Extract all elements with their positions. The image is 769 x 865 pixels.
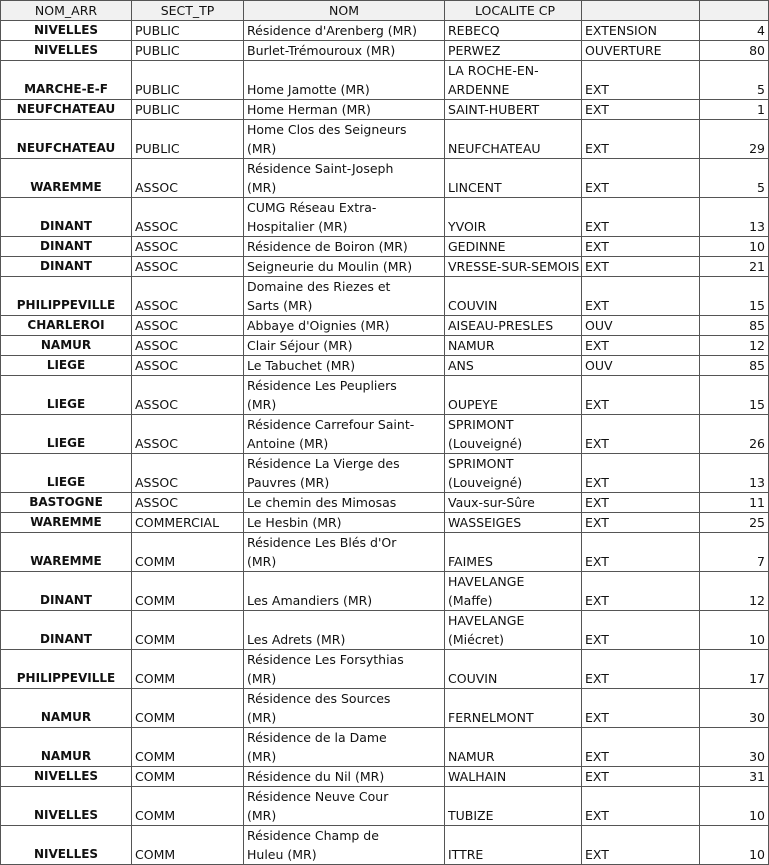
cell-nom-arr[interactable]: PHILIPPEVILLE (1, 650, 132, 689)
cell-localite-line: FERNELMONT (448, 710, 534, 725)
cell-count[interactable]: 29 (700, 120, 769, 159)
table-row (1, 415, 769, 454)
cell-nom-line: Antoine (MR) (247, 436, 329, 451)
cell-sect-tp[interactable]: ASSOC (132, 356, 244, 376)
cell-type[interactable]: EXT (582, 277, 700, 316)
cell-localite[interactable] (445, 493, 582, 513)
table-row (1, 237, 769, 257)
cell-localite-line: SAINT-HUBERT (448, 102, 540, 117)
cell-type[interactable]: EXT (582, 198, 700, 237)
cell-nom-line: (MR) (247, 710, 277, 725)
cell-nom[interactable] (244, 237, 445, 257)
cell-nom[interactable] (244, 316, 445, 336)
cell-localite[interactable] (445, 316, 582, 336)
cell-type[interactable]: EXT (582, 120, 700, 159)
cell-localite[interactable] (445, 787, 582, 826)
cell-sect-tp[interactable]: PUBLIC (132, 61, 244, 100)
cell-nom-arr[interactable]: NIVELLES (1, 826, 132, 865)
cell-sect-tp[interactable]: ASSOC (132, 159, 244, 198)
cell-count[interactable]: 21 (700, 257, 769, 277)
cell-localite[interactable] (445, 198, 582, 237)
cell-localite[interactable] (445, 454, 582, 493)
cell-localite[interactable] (445, 159, 582, 198)
header-sect-tp[interactable]: SECT_TP (132, 1, 244, 21)
cell-nom-line: (MR) (247, 749, 277, 764)
cell-nom-line: Pauvres (MR) (247, 475, 330, 490)
cell-nom-arr[interactable]: NEUFCHATEAU (1, 100, 132, 120)
cell-localite-line: NAMUR (448, 749, 495, 764)
cell-localite[interactable] (445, 415, 582, 454)
cell-nom-arr[interactable]: DINANT (1, 237, 132, 257)
cell-type[interactable]: EXTENSION (582, 21, 700, 41)
cell-nom-line: Les Amandiers (MR) (247, 593, 373, 608)
cell-sect-tp[interactable]: COMM (132, 533, 244, 572)
cell-nom[interactable] (244, 415, 445, 454)
table-row (1, 120, 769, 159)
cell-type[interactable]: EXT (582, 728, 700, 767)
cell-nom[interactable] (244, 787, 445, 826)
cell-nom[interactable] (244, 826, 445, 865)
cell-nom-line: Home Clos des Seigneurs (247, 122, 407, 137)
cell-sect-tp[interactable]: ASSOC (132, 415, 244, 454)
header-blank-2[interactable] (700, 1, 769, 21)
cell-nom[interactable] (244, 356, 445, 376)
cell-nom[interactable] (244, 454, 445, 493)
cell-localite[interactable] (445, 356, 582, 376)
table-row (1, 650, 769, 689)
cell-count[interactable]: 17 (700, 650, 769, 689)
cell-count[interactable]: 12 (700, 572, 769, 611)
cell-nom-line: CUMG Réseau Extra- (247, 200, 377, 215)
cell-type[interactable]: EXT (582, 237, 700, 257)
cell-type[interactable]: EXT (582, 257, 700, 277)
cell-sect-tp[interactable]: ASSOC (132, 454, 244, 493)
cell-localite-line: NEUFCHATEAU (448, 141, 541, 156)
cell-nom-arr[interactable]: WAREMME (1, 513, 132, 533)
cell-localite-line: (Louveigné) (448, 436, 523, 451)
cell-type[interactable]: EXT (582, 787, 700, 826)
cell-count[interactable]: 12 (700, 336, 769, 356)
cell-count[interactable]: 85 (700, 316, 769, 336)
cell-nom-arr[interactable]: DINANT (1, 572, 132, 611)
cell-sect-tp[interactable]: COMM (132, 728, 244, 767)
table-row (1, 316, 769, 336)
cell-sect-tp[interactable]: COMM (132, 767, 244, 787)
table-row (1, 767, 769, 787)
cell-count[interactable]: 26 (700, 415, 769, 454)
cell-nom-line: (MR) (247, 808, 277, 823)
cell-localite-line: COUVIN (448, 298, 498, 313)
cell-nom[interactable] (244, 650, 445, 689)
table-row (1, 376, 769, 415)
cell-nom-arr[interactable]: MARCHE-E-F (1, 61, 132, 100)
cell-localite-line: ITTRE (448, 847, 484, 862)
cell-localite-line: GEDINNE (448, 239, 506, 254)
cell-count[interactable]: 10 (700, 787, 769, 826)
cell-nom-line: Le Hesbin (MR) (247, 515, 342, 530)
cell-nom-line: Résidence Les Peupliers (247, 378, 397, 393)
cell-sect-tp[interactable]: ASSOC (132, 316, 244, 336)
cell-count[interactable]: 10 (700, 826, 769, 865)
cell-sect-tp[interactable]: ASSOC (132, 237, 244, 257)
cell-type[interactable]: OUV (582, 316, 700, 336)
table-row (1, 728, 769, 767)
cell-count[interactable]: 31 (700, 767, 769, 787)
cell-nom-line: Huleu (MR) (247, 847, 317, 862)
table-row (1, 41, 769, 61)
cell-nom-line: Résidence Les Blés d'Or (247, 535, 397, 550)
cell-nom-arr[interactable]: LIEGE (1, 356, 132, 376)
cell-nom[interactable] (244, 61, 445, 100)
cell-localite-line: ARDENNE (448, 82, 510, 97)
cell-nom-arr[interactable]: CHARLEROI (1, 316, 132, 336)
cell-count[interactable]: 7 (700, 533, 769, 572)
cell-nom-line: Résidence des Sources (247, 691, 391, 706)
cell-type[interactable]: EXT (582, 513, 700, 533)
cell-localite[interactable] (445, 257, 582, 277)
cell-localite[interactable] (445, 533, 582, 572)
cell-type[interactable]: OUVERTURE (582, 41, 700, 61)
cell-localite-line: LA ROCHE-EN- (448, 63, 539, 78)
header-localite-cp[interactable]: LOCALITE CP (445, 1, 582, 21)
cell-nom-line: (MR) (247, 397, 277, 412)
table-row (1, 533, 769, 572)
table-row (1, 277, 769, 316)
cell-nom-arr[interactable]: NEUFCHATEAU (1, 120, 132, 159)
cell-localite-line: HAVELANGE (448, 574, 525, 589)
cell-nom-line: Résidence Saint-Joseph (247, 161, 394, 176)
cell-count[interactable]: 4 (700, 21, 769, 41)
table-row (1, 454, 769, 493)
cell-localite[interactable] (445, 120, 582, 159)
cell-nom-arr[interactable]: NAMUR (1, 336, 132, 356)
cell-nom[interactable] (244, 198, 445, 237)
cell-nom-arr[interactable]: PHILIPPEVILLE (1, 277, 132, 316)
cell-localite[interactable] (445, 41, 582, 61)
cell-nom-line: Abbaye d'Oignies (MR) (247, 318, 390, 333)
cell-type[interactable]: EXT (582, 572, 700, 611)
cell-nom-line: Résidence La Vierge des (247, 456, 400, 471)
cell-localite-line: WASSEIGES (448, 515, 522, 530)
cell-count[interactable]: 10 (700, 237, 769, 257)
cell-sect-tp[interactable]: ASSOC (132, 277, 244, 316)
cell-localite[interactable] (445, 61, 582, 100)
cell-nom[interactable] (244, 572, 445, 611)
cell-sect-tp[interactable]: ASSOC (132, 376, 244, 415)
cell-nom[interactable] (244, 513, 445, 533)
cell-nom[interactable] (244, 159, 445, 198)
cell-count[interactable]: 10 (700, 611, 769, 650)
cell-nom[interactable] (244, 767, 445, 787)
cell-localite-line: LINCENT (448, 180, 502, 195)
cell-nom-arr[interactable]: NAMUR (1, 689, 132, 728)
cell-count[interactable]: 15 (700, 376, 769, 415)
table-row (1, 787, 769, 826)
cell-localite-line: PERWEZ (448, 43, 501, 58)
cell-type[interactable]: EXT (582, 611, 700, 650)
cell-nom-arr[interactable]: LIEGE (1, 454, 132, 493)
cell-type[interactable]: EXT (582, 61, 700, 100)
cell-localite-line: REBECQ (448, 23, 500, 38)
cell-localite-line: NAMUR (448, 338, 495, 353)
cell-count[interactable]: 5 (700, 159, 769, 198)
cell-nom-arr[interactable]: NIVELLES (1, 787, 132, 826)
cell-sect-tp[interactable]: ASSOC (132, 493, 244, 513)
cell-nom-line: Seigneurie du Moulin (MR) (247, 259, 413, 274)
cell-localite[interactable] (445, 572, 582, 611)
cell-localite[interactable] (445, 767, 582, 787)
cell-nom-line: Home Herman (MR) (247, 102, 371, 117)
cell-localite[interactable] (445, 650, 582, 689)
cell-count[interactable]: 85 (700, 356, 769, 376)
cell-localite[interactable] (445, 100, 582, 120)
cell-nom-arr[interactable]: WAREMME (1, 159, 132, 198)
cell-localite-line: (Miécret) (448, 632, 505, 647)
cell-localite[interactable] (445, 21, 582, 41)
cell-nom-line: (MR) (247, 180, 277, 195)
cell-localite[interactable] (445, 277, 582, 316)
cell-localite-line: TUBIZE (448, 808, 494, 823)
cell-localite-line: HAVELANGE (448, 613, 525, 628)
cell-sect-tp[interactable]: COMM (132, 572, 244, 611)
cell-nom-arr[interactable]: NAMUR (1, 728, 132, 767)
table-row (1, 826, 769, 865)
cell-type[interactable]: EXT (582, 826, 700, 865)
cell-localite-line: WALHAIN (448, 769, 507, 784)
cell-localite[interactable] (445, 826, 582, 865)
table-row (1, 572, 769, 611)
cell-nom-line: Clair Séjour (MR) (247, 338, 353, 353)
cell-nom[interactable] (244, 120, 445, 159)
cell-type[interactable]: EXT (582, 493, 700, 513)
cell-type[interactable]: OUV (582, 356, 700, 376)
cell-count[interactable]: 13 (700, 198, 769, 237)
header-row (1, 1, 769, 21)
cell-count[interactable]: 25 (700, 513, 769, 533)
cell-nom-line: (MR) (247, 554, 277, 569)
table-row (1, 493, 769, 513)
cell-nom-line: Résidence de la Dame (247, 730, 387, 745)
header-blank-1[interactable] (582, 1, 700, 21)
cell-nom-line: Résidence Carrefour Saint- (247, 417, 415, 432)
cell-nom-arr[interactable]: WAREMME (1, 533, 132, 572)
cell-sect-tp[interactable]: COMM (132, 689, 244, 728)
cell-count[interactable]: 30 (700, 728, 769, 767)
cell-localite-line: SPRIMONT (448, 417, 514, 432)
cell-sect-tp[interactable]: PUBLIC (132, 120, 244, 159)
cell-count[interactable]: 13 (700, 454, 769, 493)
cell-type[interactable]: EXT (582, 376, 700, 415)
cell-localite[interactable] (445, 689, 582, 728)
cell-count[interactable]: 11 (700, 493, 769, 513)
cell-sect-tp[interactable]: PUBLIC (132, 100, 244, 120)
table-row (1, 257, 769, 277)
cell-nom-line: Résidence du Nil (MR) (247, 769, 385, 784)
cell-localite[interactable] (445, 237, 582, 257)
cell-localite-line: ANS (448, 358, 474, 373)
cell-nom-line: Résidence Champ de (247, 828, 379, 843)
cell-nom-line: Sarts (MR) (247, 298, 313, 313)
cell-type[interactable]: EXT (582, 336, 700, 356)
cell-sect-tp[interactable]: COMM (132, 787, 244, 826)
cell-nom-arr[interactable]: NIVELLES (1, 767, 132, 787)
cell-nom-line: Domaine des Riezes et (247, 279, 391, 294)
cell-localite[interactable] (445, 513, 582, 533)
cell-localite-line: AISEAU-PRESLES (448, 318, 554, 333)
cell-localite[interactable] (445, 728, 582, 767)
cell-nom-line: Hospitalier (MR) (247, 219, 348, 234)
table-row (1, 21, 769, 41)
cell-sect-tp[interactable]: ASSOC (132, 198, 244, 237)
cell-type[interactable]: EXT (582, 767, 700, 787)
cell-type[interactable]: EXT (582, 415, 700, 454)
cell-nom-line: (MR) (247, 141, 277, 156)
header-nom-arr[interactable]: NOM_ARR (1, 1, 132, 21)
table-row (1, 198, 769, 237)
cell-nom-line: Résidence de Boiron (MR) (247, 239, 408, 254)
cell-nom-line: Résidence Les Forsythias (247, 652, 404, 667)
cell-localite-line: OUPEYE (448, 397, 498, 412)
cell-sect-tp[interactable]: COMMERCIAL (132, 513, 244, 533)
cell-localite-line: YVOIR (448, 219, 487, 234)
cell-nom[interactable] (244, 376, 445, 415)
cell-type[interactable]: EXT (582, 100, 700, 120)
cell-nom-arr[interactable]: NIVELLES (1, 21, 132, 41)
cell-nom-line: Burlet-Trémouroux (MR) (247, 43, 396, 58)
table-row (1, 611, 769, 650)
cell-localite-line: VRESSE-SUR-SEMOIS (448, 259, 580, 274)
table-row (1, 100, 769, 120)
table-row (1, 61, 769, 100)
cell-nom-arr[interactable]: DINANT (1, 198, 132, 237)
cell-type[interactable]: EXT (582, 159, 700, 198)
cell-nom-line: Le chemin des Mimosas (247, 495, 397, 510)
cell-count[interactable]: 15 (700, 277, 769, 316)
cell-nom[interactable] (244, 41, 445, 61)
cell-nom[interactable] (244, 533, 445, 572)
table-row (1, 336, 769, 356)
cell-sect-tp[interactable]: COMM (132, 826, 244, 865)
table-row (1, 513, 769, 533)
cell-localite-line: (Louveigné) (448, 475, 523, 490)
cell-nom-line: Résidence Neuve Cour (247, 789, 389, 804)
table-row (1, 356, 769, 376)
cell-nom[interactable] (244, 100, 445, 120)
cell-nom[interactable] (244, 689, 445, 728)
cell-type[interactable]: EXT (582, 454, 700, 493)
cell-nom[interactable] (244, 611, 445, 650)
cell-sect-tp[interactable]: PUBLIC (132, 21, 244, 41)
cell-localite-line: SPRIMONT (448, 456, 514, 471)
cell-nom-line: Résidence d'Arenberg (MR) (247, 23, 417, 38)
cell-nom[interactable] (244, 336, 445, 356)
cell-localite[interactable] (445, 611, 582, 650)
cell-nom[interactable] (244, 493, 445, 513)
cell-localite-line: Vaux-sur-Sûre (448, 495, 535, 510)
cell-sect-tp[interactable]: PUBLIC (132, 41, 244, 61)
cell-nom[interactable] (244, 257, 445, 277)
cell-nom[interactable] (244, 728, 445, 767)
cell-count[interactable]: 30 (700, 689, 769, 728)
header-nom[interactable]: NOM (244, 1, 445, 21)
cell-localite[interactable] (445, 376, 582, 415)
cell-type[interactable]: EXT (582, 650, 700, 689)
cell-nom-line: Les Adrets (MR) (247, 632, 346, 647)
cell-sect-tp[interactable]: ASSOC (132, 257, 244, 277)
cell-nom-line: Home Jamotte (MR) (247, 82, 370, 97)
cell-localite-line: COUVIN (448, 671, 498, 686)
cell-nom-line: (MR) (247, 671, 277, 686)
cell-nom-arr[interactable]: NIVELLES (1, 41, 132, 61)
cell-nom-arr[interactable]: LIEGE (1, 415, 132, 454)
cell-sect-tp[interactable]: ASSOC (132, 336, 244, 356)
cell-sect-tp[interactable]: COMM (132, 611, 244, 650)
cell-localite-line: FAIMES (448, 554, 493, 569)
cell-nom[interactable] (244, 277, 445, 316)
cell-nom-line: Le Tabuchet (MR) (247, 358, 356, 373)
cell-nom-arr[interactable]: DINANT (1, 257, 132, 277)
cell-nom-arr[interactable]: BASTOGNE (1, 493, 132, 513)
cell-localite-line: (Maffe) (448, 593, 493, 608)
cell-type[interactable]: EXT (582, 689, 700, 728)
cell-localite[interactable] (445, 336, 582, 356)
cell-sect-tp[interactable]: COMM (132, 650, 244, 689)
cell-count[interactable]: 5 (700, 61, 769, 100)
cell-nom-arr[interactable]: LIEGE (1, 376, 132, 415)
table-row (1, 159, 769, 198)
cell-count[interactable]: 1 (700, 100, 769, 120)
cell-count[interactable]: 80 (700, 41, 769, 61)
table-row (1, 689, 769, 728)
cell-type[interactable]: EXT (582, 533, 700, 572)
cell-nom-arr[interactable]: DINANT (1, 611, 132, 650)
cell-nom[interactable] (244, 21, 445, 41)
